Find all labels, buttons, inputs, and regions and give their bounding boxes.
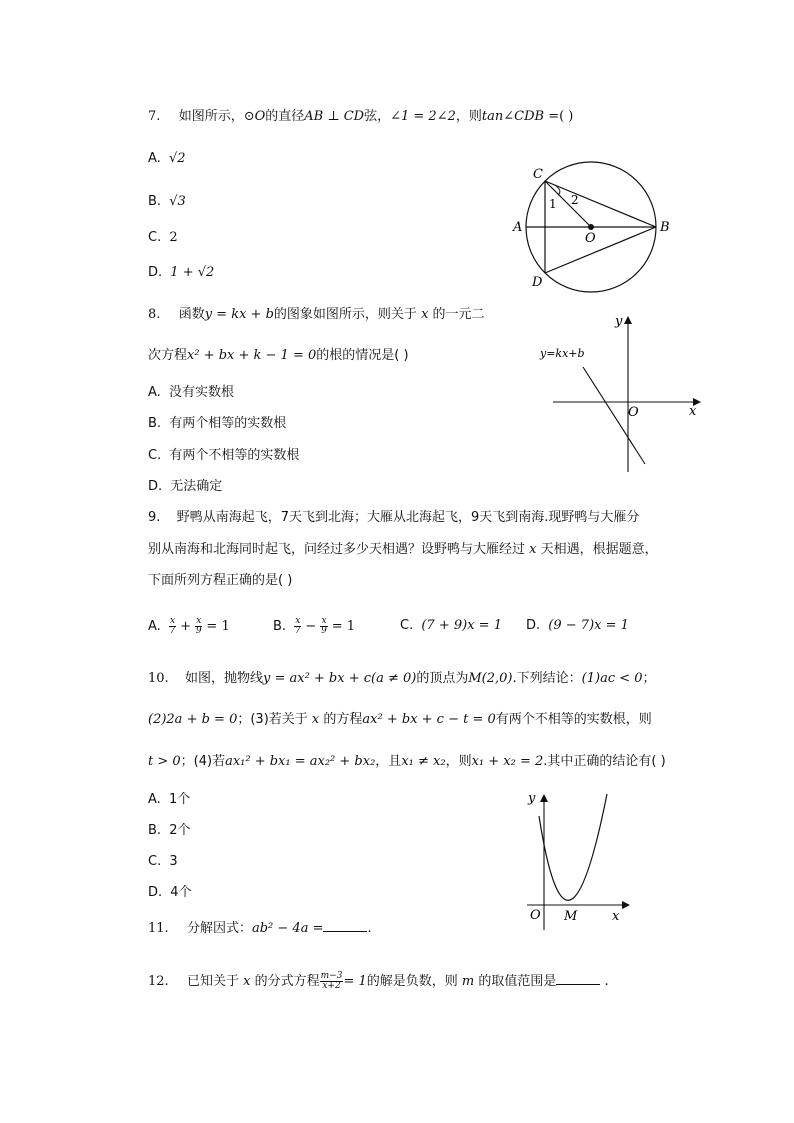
q9-option-a[interactable]: A. $\frac{x}{7}$ + $\frac{x}{9}$ = 1 [148,616,230,636]
q10-option-c[interactable]: C. 3 [148,854,178,869]
q8-number: 8. [148,307,161,322]
q7-option-d[interactable]: D. 1 + √2 [148,265,215,280]
q10-stem-line3: t > 0；(4)若ax₁² + bx₁ = ax₂² + bx₂，且x₁ ≠ x₂，则x₁ + x₂ = 2.其中正确的结论有( ) [148,754,666,769]
q7-label-a: A [513,220,523,235]
q7-label-d: D [532,275,543,290]
q9-option-d[interactable]: D. (9 − 7)x = 1 [526,618,629,633]
q8-stem-line2: 次方程x² + bx + k − 1 = 0的根的情况是( ) [148,348,409,363]
q9-stem-line3: 下面所列方程正确的是( ) [148,573,293,588]
q10-parabola-graph [522,788,634,933]
q12-number: 12. [148,974,169,989]
q8-line-graph [535,312,705,477]
q9-stem-line2: 别从南海和北海同时起飞，问经过多少天相遇？设野鸭与大雁经过 x 天相遇，根据题意， [148,542,658,557]
q8-option-c[interactable]: C. 有两个不相等的实数根 [148,448,300,463]
q8-option-d[interactable]: D. 无法确定 [148,479,223,494]
q7-number: 7. [148,109,161,124]
q7-angle-2: 2 [571,193,579,207]
q7-label-c: C [533,167,543,182]
q9-option-c[interactable]: C. (7 + 9)x = 1 [400,618,502,633]
q10-origin: O [530,908,541,923]
q7-option-a[interactable]: A. √2 [148,151,186,166]
q7-label-o: O [585,231,596,246]
q10-option-b[interactable]: B. 2个 [148,823,191,838]
q10-vertex-label: M [564,909,578,924]
q9-number: 9. [148,510,161,525]
q7-option-b[interactable]: B. √3 [148,194,186,209]
q7-stem: 7. 如图所示，⊙O的直径AB ⊥ CD弦，∠1 = 2∠2，则tan∠CDB =( ) [148,109,574,124]
q10-stem-line2: (2)2a + b = 0；(3)若关于 x 的方程ax² + bx + c − t = 0有两个不相等的实数根，则 [148,712,652,727]
q12-stem: 12. 已知关于 x 的分式方程 $\frac{m-3}{x+2}$ = 1的解是负数，则 m 的取值范围是 . [148,971,609,991]
q10-axis-x: x [612,909,620,924]
q10-option-d[interactable]: D. 4个 [148,885,192,900]
q9-option-b[interactable]: B. $\frac{x}{7}$ − $\frac{x}{9}$ = 1 [273,616,355,636]
q11-answer-blank[interactable] [323,919,367,932]
q10-stem-line1: 10. 如图，抛物线y = ax² + bx + c(a ≠ 0)的顶点为M(2,0).下列结论：(1)ac < 0； [148,671,656,686]
q8-option-a[interactable]: A. 没有实数根 [148,385,234,400]
q10-number: 10. [148,671,169,686]
q10-axis-y: y [528,791,536,806]
q11-number: 11. [148,921,169,936]
q10-option-a[interactable]: A. 1个 [148,792,191,807]
q8-axis-y: y [615,314,623,329]
q7-angle-1: 1 [549,197,557,211]
q12-answer-blank[interactable] [556,972,600,985]
q7-label-b: B [660,220,670,235]
q8-option-b[interactable]: B. 有两个相等的实数根 [148,416,287,431]
q9-stem-line1: 9. 野鸭从南海起飞，7天飞到北海；大雁从北海起飞，9天飞到南海.现野鸭与大雁分 [148,510,640,525]
q7-option-c[interactable]: C. 2 [148,230,178,245]
q8-line-label: y=kx+b [540,347,585,360]
q8-stem-line1: 8. 函数y = kx + b的图象如图所示，则关于 x 的一元二 [148,307,485,322]
q7-circle-figure [508,160,678,295]
q8-origin: O [628,405,639,420]
q8-axis-x: x [689,404,697,419]
q11-stem: 11. 分解因式：ab² − 4a = . [148,921,372,936]
